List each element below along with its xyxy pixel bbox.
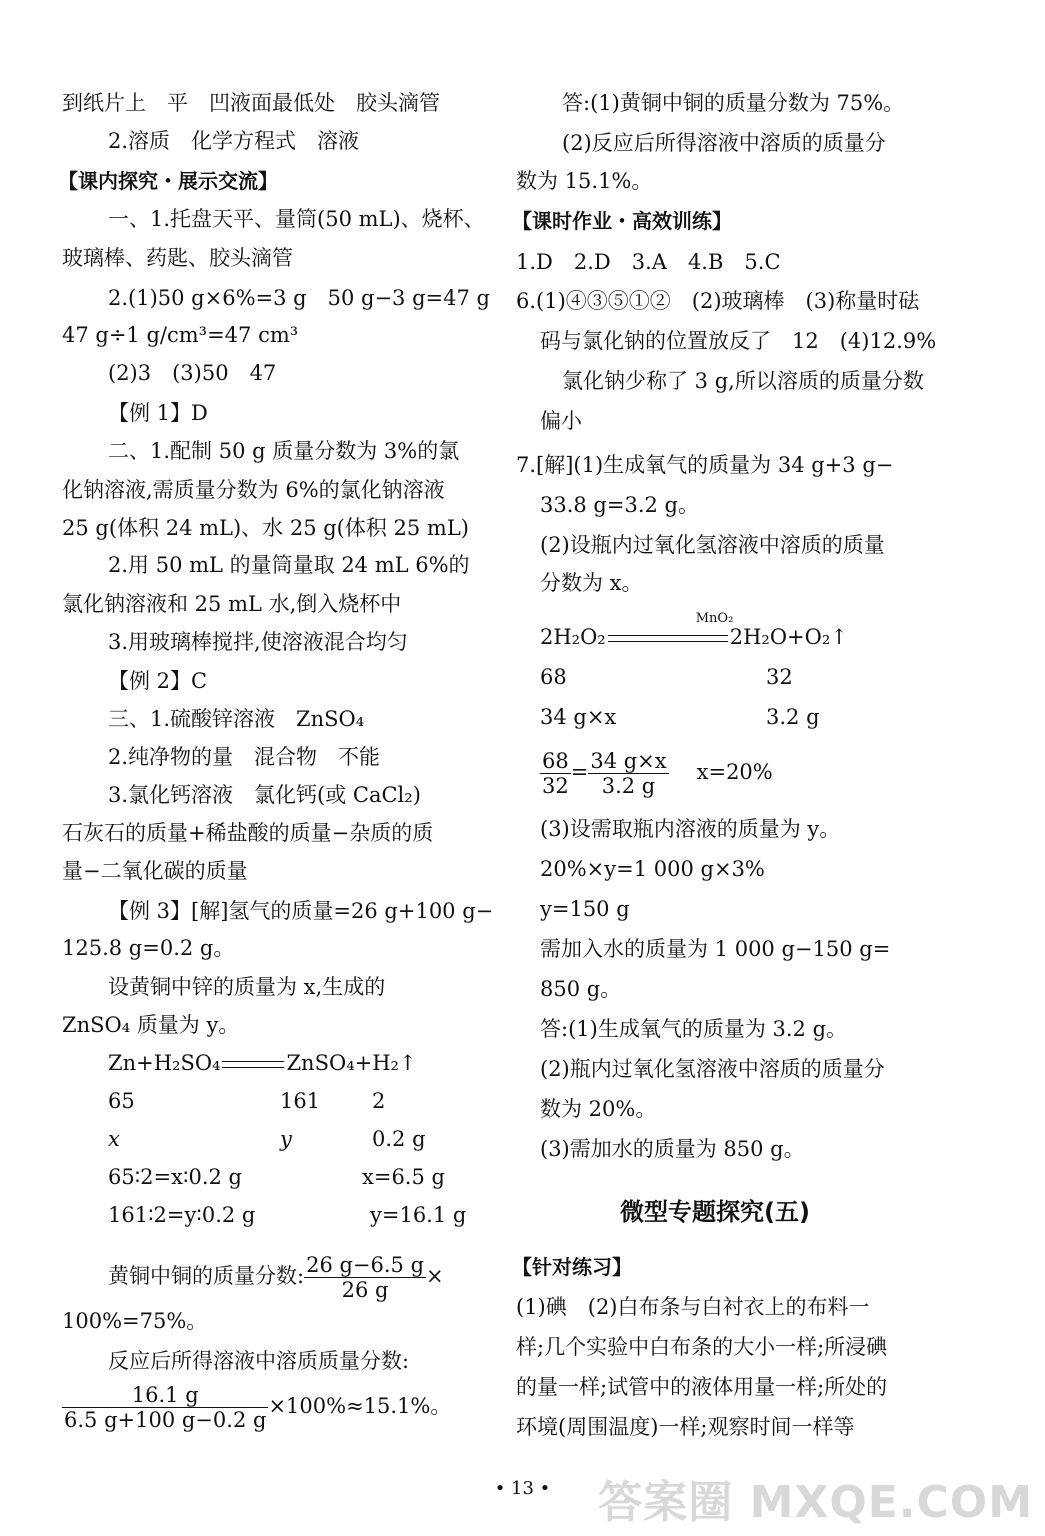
text-line: ZnSO₄ 质量为 y。 [62, 1013, 240, 1037]
text-line: 样;几个实验中白布条的大小一样;所浸碘 [516, 1335, 888, 1359]
equation-arrow [606, 611, 734, 652]
text-line: 【例 2】C [108, 669, 208, 693]
chemical-equation [540, 611, 848, 652]
text-line: 100%=75%。 [62, 1309, 208, 1333]
text-line: 20%×y=1 000 g×3% [540, 857, 765, 881]
fraction-result: ×100%≈15.1%。 [268, 1394, 452, 1418]
text-line: 化钠溶液,需质量分数为 6%的氯化钠溶液 [62, 478, 445, 502]
text-line: 7.[解](1)生成氧气的质量为 34 g+3 g− [516, 453, 894, 477]
text-line: 二、1.配制 50 g 质量分数为 3%的氯 [108, 439, 460, 463]
equation-products: 2H₂O+O₂↑ [729, 625, 848, 649]
text-line: 到纸片上 平 凹液面最低处 胶头滴管 [62, 91, 440, 115]
text-line: (1)碘 (2)白布条与白衬衣上的布料一 [516, 1295, 870, 1319]
text-line: 的量一样;试管中的液体用量一样;所处的 [516, 1375, 888, 1399]
text-line: 玻璃棒、药匙、胶头滴管 [62, 246, 293, 270]
proportion: 161∶2=y∶0.2 g [108, 1203, 256, 1227]
ratio-value: 68 [540, 665, 567, 689]
text-line: 一、1.托盘天平、量筒(50 mL)、烧杯、 [108, 207, 485, 231]
text-line: 石灰石的质量+稀盐酸的质量−杂质的质 [62, 821, 434, 845]
text-line: 33.8 g=3.2 g。 [540, 493, 699, 517]
fraction-numerator: 68 [542, 749, 569, 773]
text-line: 量−二氧化碳的质量 [62, 859, 248, 883]
proportion-fraction [540, 744, 773, 800]
ratio-value: 3.2 g [766, 705, 820, 729]
text-line: 三、1.硫酸锌溶液 ZnSO₄ [108, 707, 365, 731]
equation-reactants: 2H₂O₂ [540, 625, 606, 649]
fraction [304, 1253, 426, 1302]
fraction-numerator: 16.1 g [62, 1383, 268, 1408]
text-line: 2.(1)50 g×6%=3 g 50 g−3 g=47 g [108, 286, 490, 310]
fraction-denominator: 32 [542, 774, 569, 798]
fraction [588, 749, 668, 798]
chemical-equation [108, 1048, 417, 1078]
ratio-value: y [280, 1127, 292, 1151]
times-sign: × [426, 1264, 444, 1288]
fraction [62, 1383, 268, 1432]
text-line: 25 g(体积 24 mL)、水 25 g(体积 25 mL) [62, 516, 469, 540]
text-line: (2)反应后所得溶液中溶质的质量分 [562, 131, 886, 155]
text-line: 反应后所得溶液中溶质质量分数: [108, 1349, 410, 1373]
ratio-value: 0.2 g [372, 1127, 426, 1151]
fraction-denominator: 3.2 g [601, 774, 656, 798]
ratio-value: 34 g×x [540, 705, 617, 729]
fraction [540, 749, 571, 798]
text-line: 125.8 g=0.2 g。 [62, 936, 235, 960]
solute-fraction [62, 1380, 451, 1432]
text-line: 3.氯化钙溶液 氯化钙(或 CaCl₂) [108, 783, 421, 807]
equation-products: ZnSO₄+H₂↑ [286, 1051, 417, 1075]
fraction-denominator: 26 g [341, 1278, 389, 1302]
ratio-value: 161 [280, 1089, 321, 1113]
text-line: y=150 g [540, 897, 630, 921]
text-line: (3)需加水的质量为 850 g。 [540, 1137, 805, 1161]
section-heading: 【课内探究・展示交流】 [58, 169, 278, 193]
text-line: 2.溶质 化学方程式 溶液 [108, 129, 360, 153]
text-line: 2.用 50 mL 的量筒量取 24 mL 6%的 [108, 553, 470, 577]
equals-sign: = [570, 760, 589, 784]
proportion-result: y=16.1 g [370, 1203, 467, 1227]
text-line: 氯化钠少称了 3 g,所以溶质的质量分数 [562, 369, 924, 393]
text-line: 环境(周围温度)一样;观察时间一样等 [516, 1415, 855, 1439]
text-line: (2)3 (3)50 47 [108, 361, 277, 385]
text-line: 850 g。 [540, 977, 622, 1001]
section-heading: 【课时作业・高效训练】 [512, 209, 732, 233]
text-line: 需加入水的质量为 1 000 g−150 g= [540, 937, 891, 961]
fraction-numerator: 26 g−6.5 g [306, 1253, 425, 1277]
ratio-value: 2 [372, 1089, 386, 1113]
page-number: • 13 • [494, 1478, 551, 1499]
text-line: (2)瓶内过氧化氢溶液中溶质的质量分 [540, 1057, 885, 1081]
text-line: (2)设瓶内过氧化氢溶液中溶质的质量 [540, 533, 885, 557]
proportion: 65∶2=x∶0.2 g [108, 1165, 242, 1189]
section-title: 微型专题探究(五) [620, 1198, 810, 1226]
text-line: 【例 1】D [108, 401, 208, 425]
text-line: 答:(1)黄铜中铜的质量分数为 75%。 [562, 91, 905, 115]
equation-arrow [220, 1048, 286, 1078]
text-line: (3)设需取瓶内溶液的质量为 y。 [540, 817, 841, 841]
fraction-denominator: 6.5 g+100 g−0.2 g [64, 1408, 267, 1432]
text-line: 偏小 [540, 409, 582, 433]
text-line: 2.纯净物的量 混合物 不能 [108, 745, 381, 769]
text-line: 答:(1)生成氧气的质量为 3.2 g。 [540, 1017, 848, 1041]
copper-fraction-label: 黄铜中铜的质量分数: [108, 1264, 305, 1288]
ratio-value: 32 [766, 665, 793, 689]
fraction-numerator: 34 g×x [590, 749, 667, 773]
section-heading: 【针对练习】 [512, 1255, 632, 1279]
text-line: 3.用玻璃棒搅拌,使溶液混合均匀 [108, 630, 408, 654]
text-line: 氯化钠溶液和 25 mL 水,倒入烧杯中 [62, 592, 402, 616]
watermark: 答案圈 MXQE.COM [598, 1477, 1033, 1528]
text-line: 数为 20%。 [540, 1097, 657, 1121]
proportion-result: x=6.5 g [362, 1165, 445, 1189]
fraction-result: x=20% [696, 760, 773, 784]
ratio-value: 65 [108, 1089, 135, 1113]
text-line: 码与氯化钠的位置放反了 12 (4)12.9% [540, 329, 937, 353]
text-line: 分数为 x。 [540, 571, 643, 595]
text-line: 1.D 2.D 3.A 4.B 5.C [516, 250, 781, 274]
catalyst-label: MnO₂ [695, 611, 734, 626]
text-line: 数为 15.1%。 [516, 169, 653, 193]
equation-reactants: Zn+H₂SO₄ [108, 1051, 221, 1075]
text-line: 47 g÷1 g/cm³=47 cm³ [62, 323, 299, 347]
copper-fraction [108, 1250, 444, 1302]
text-line: 设黄铜中锌的质量为 x,生成的 [108, 975, 386, 999]
text-line: 【例 3】[解]氢气的质量=26 g+100 g− [108, 899, 494, 923]
ratio-value: x [108, 1127, 120, 1151]
text-line: 6.(1)④③⑤①② (2)玻璃棒 (3)称量时砝 [516, 289, 920, 313]
